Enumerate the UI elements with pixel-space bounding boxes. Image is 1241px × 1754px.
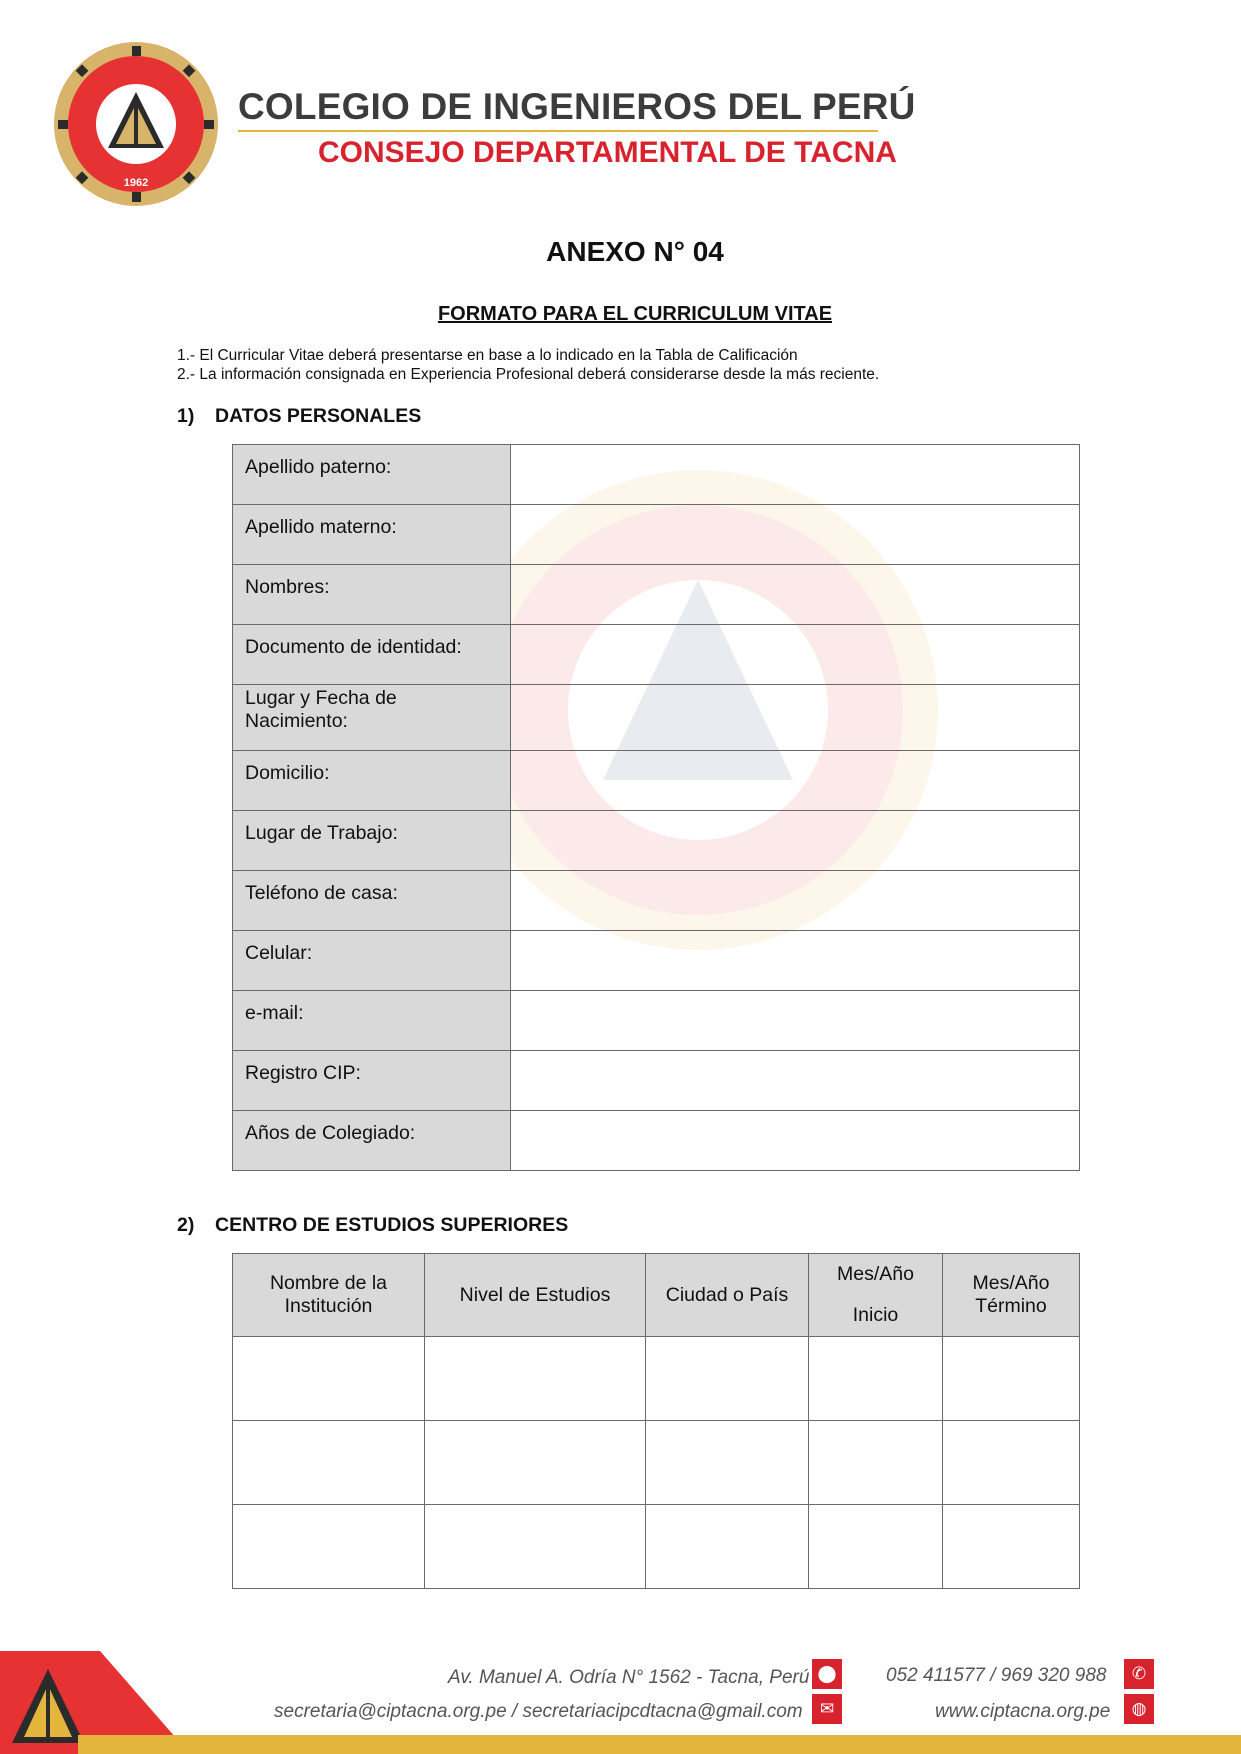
instructions [177,346,879,384]
table-row [233,1337,1080,1421]
table-row [233,1505,1080,1589]
field-label: e-mail: [233,991,511,1051]
location-pin-icon: ⬤ [812,1659,842,1689]
column-header-city-country: Ciudad o País [646,1254,809,1337]
table-cell[interactable] [233,1421,425,1505]
table-cell[interactable] [425,1505,646,1589]
field-label: Lugar de Trabajo: [233,811,511,871]
field-value-cell[interactable] [511,505,1080,565]
table-cell[interactable] [809,1505,943,1589]
table-cell[interactable] [809,1421,943,1505]
field-label: Nombres: [233,565,511,625]
org-name: COLEGIO DE INGENIEROS DEL PERÚ [238,86,916,127]
footer-stripe [78,1735,1241,1754]
column-header-level: Nivel de Estudios [425,1254,646,1337]
section-title: CENTRO DE ESTUDIOS SUPERIORES [215,1214,569,1236]
globe-icon: ◍ [1124,1694,1154,1724]
table-row [233,565,1080,625]
table-cell[interactable] [233,1337,425,1421]
org-subname: CONSEJO DEPARTAMENTAL DE TACNA [318,136,897,169]
field-value-cell[interactable] [511,625,1080,685]
table-cell[interactable] [943,1337,1080,1421]
table-cell[interactable] [809,1337,943,1421]
table-row [233,685,1080,751]
phone-icon: ✆ [1124,1659,1154,1689]
field-value-cell[interactable] [511,565,1080,625]
column-header-start: Mes/Año Inicio [809,1254,943,1337]
table-cell[interactable] [233,1505,425,1589]
section-higher-education-heading [177,1214,568,1237]
field-value-cell[interactable] [511,931,1080,991]
table-row [233,1421,1080,1505]
note-line: 2.- La información consignada en Experiencia Profesional deberá considerarse desde la más reciente. [177,366,880,383]
table-row [233,751,1080,811]
table-cell[interactable] [425,1421,646,1505]
field-label: Domicilio: [233,751,511,811]
table-cell[interactable] [646,1505,809,1589]
table-row [233,1051,1080,1111]
field-label: Teléfono de casa: [233,871,511,931]
section-number: 2) [177,1214,195,1236]
annex-heading: ANEXO N° 04 [546,236,724,267]
field-label: Apellido materno: [233,505,511,565]
note-line: 1.- El Curricular Vitae deberá presentarse en base a lo indicado en la Tabla de Calificación [177,347,798,364]
footer-address: Av. Manuel A. Odría N° 1562 - Tacna, Perú [448,1667,810,1688]
envelope-icon: ✉ [812,1694,842,1724]
section-number: 1) [177,405,195,427]
field-label: Apellido paterno: [233,445,511,505]
table-cell[interactable] [646,1337,809,1421]
field-value-cell[interactable] [511,1111,1080,1171]
section-title: DATOS PERSONALES [215,405,422,427]
field-value-cell[interactable] [511,871,1080,931]
svg-text:1962: 1962 [123,177,149,189]
table-cell[interactable] [943,1421,1080,1505]
table-row [233,931,1080,991]
field-label: Años de Colegiado: [233,1111,511,1171]
table-cell[interactable] [943,1505,1080,1589]
field-value-cell[interactable] [511,445,1080,505]
table-row [233,811,1080,871]
table-row [233,871,1080,931]
column-header-institution: Nombre de la Institución [233,1254,425,1337]
field-label: Registro CIP: [233,1051,511,1111]
document-title: FORMATO PARA EL CURRICULUM VITAE [437,303,833,325]
table-cell[interactable] [425,1337,646,1421]
field-value-cell[interactable] [511,1051,1080,1111]
personal-data-table [232,444,1080,1171]
field-value-cell[interactable] [511,751,1080,811]
field-label: Lugar y Fecha de Nacimiento: [233,685,511,751]
table-row [233,991,1080,1051]
footer-website[interactable]: www.ciptacna.org.pe [935,1701,1111,1722]
field-label: Celular: [233,931,511,991]
section-personal-data-heading [177,405,421,428]
higher-education-table [232,1253,1080,1589]
footer-phones: 052 411577 / 969 320 988 [886,1665,1107,1686]
cip-seal-logo [52,40,220,208]
table-row [233,1111,1080,1171]
table-header-row [233,1254,1080,1337]
header-divider [238,130,878,132]
table-row [233,625,1080,685]
field-value-cell[interactable] [511,685,1080,751]
field-label: Documento de identidad: [233,625,511,685]
table-row [233,505,1080,565]
table-row [233,445,1080,505]
footer-emails[interactable]: secretaria@ciptacna.org.pe / secretariacipcdtacna@gmail.com [274,1701,803,1722]
column-header-end: Mes/Año Término [943,1254,1080,1337]
field-value-cell[interactable] [511,991,1080,1051]
table-cell[interactable] [646,1421,809,1505]
field-value-cell[interactable] [511,811,1080,871]
